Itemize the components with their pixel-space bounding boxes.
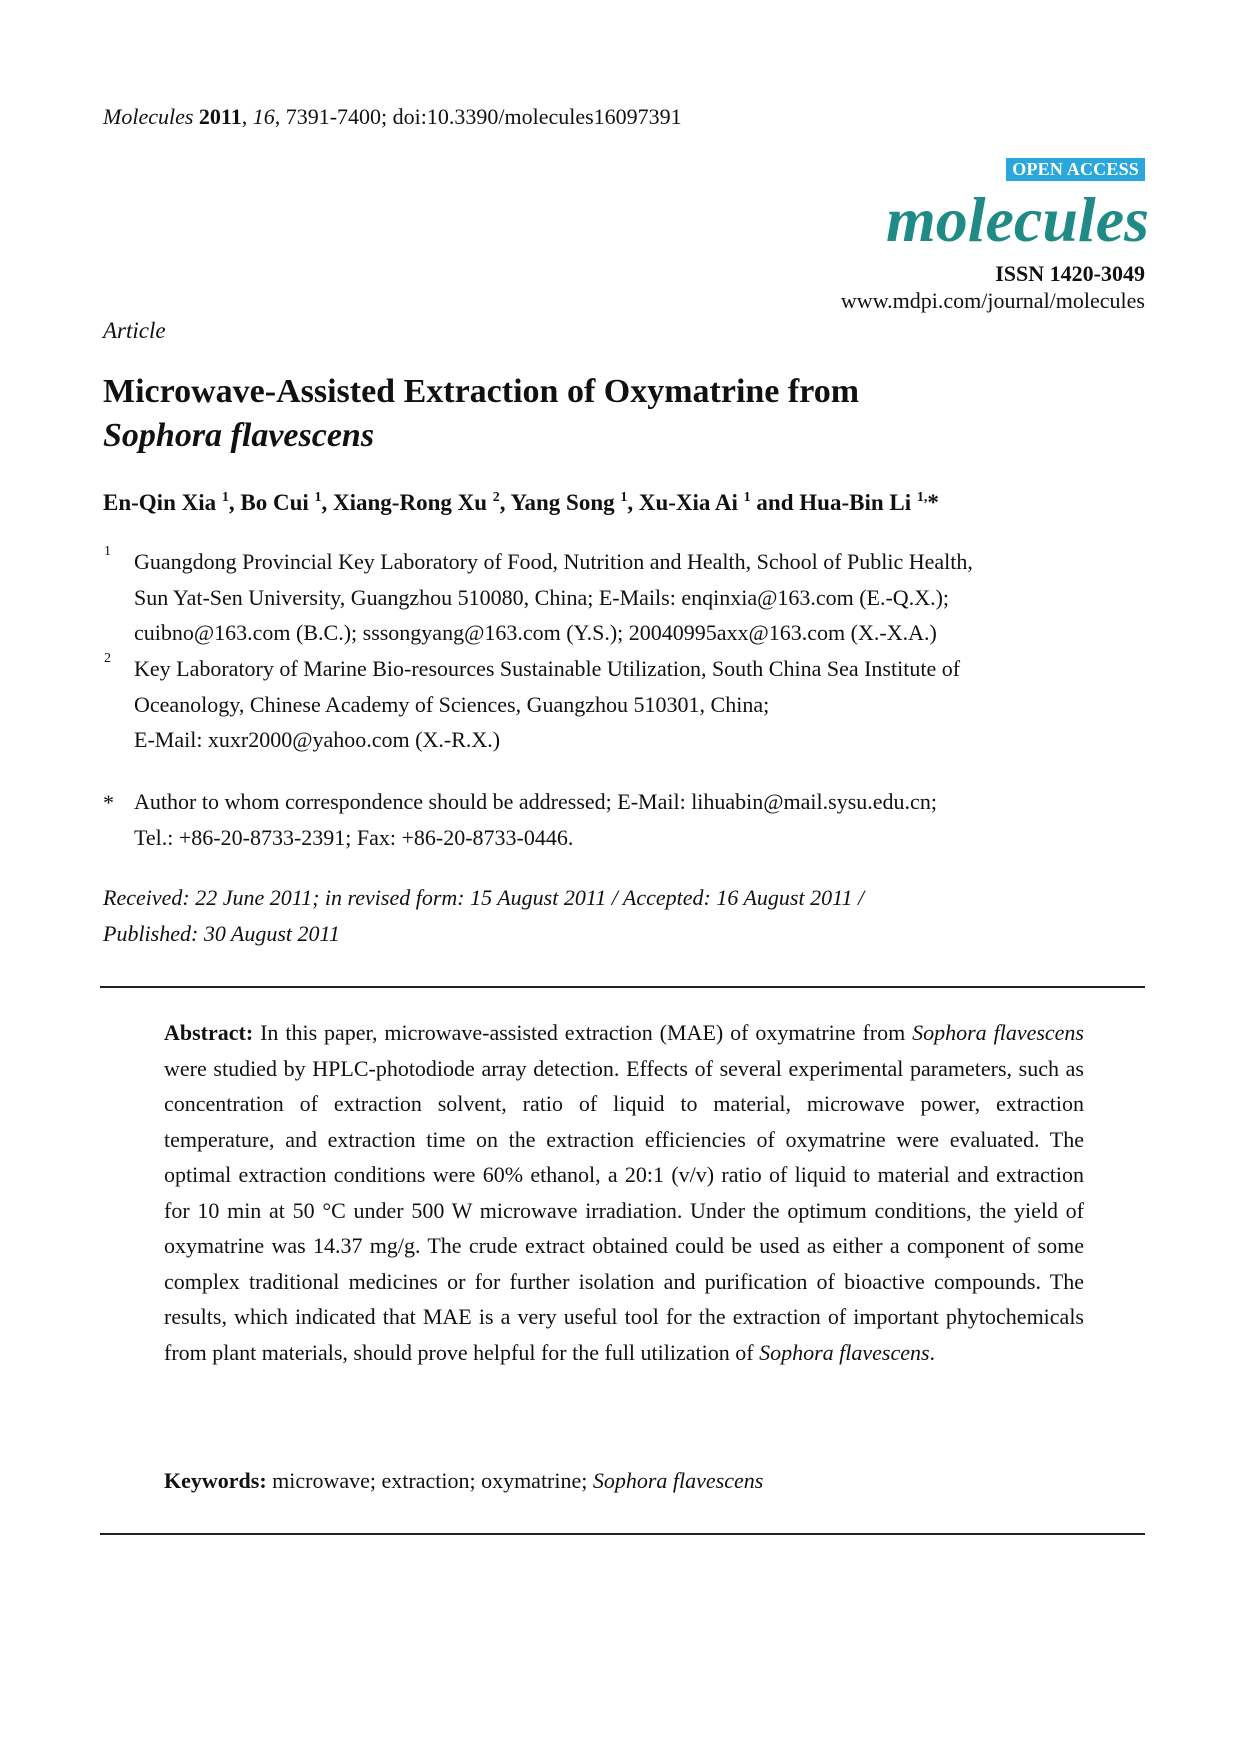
journal-logo: molecules (885, 184, 1149, 255)
divider-bottom (100, 1533, 1145, 1535)
affiliation-1-line: Guangdong Provincial Key Laboratory of Food, Nutrition and Health, School of Public Health, (134, 549, 973, 574)
correspondence-line: Tel.: +86-20-8733-2391; Fax: +86-20-8733-0446. (134, 824, 574, 850)
affiliation-1-line: cuibno@163.com (B.C.); sssongyang@163.com (Y.S.); 20040995axx@163.com (X.-X.A.) (134, 620, 937, 645)
abstract-label: Abstract: (164, 1020, 254, 1045)
abstract-text: In this paper, microwave-assisted extraction (MAE) of oxymatrine from (253, 1020, 913, 1045)
affiliation-2-line: E-Mail: xuxr2000@yahoo.com (X.-R.X.) (134, 727, 501, 752)
abstract-text: were studied by HPLC-photodiode array detection. Effects of several experimental parameters, such as concentration of extraction solvent, ratio of liquid to material, microwave power, extraction temperature, and extraction time on the extraction efficiencies of oxymatrine were evaluated. The optimal extraction conditions were 60% ethanol, a 20:1 (v/v) ratio of liquid to material and extraction for 10 min at 50 °C under 500 W microwave irradiation. Under the optimum conditions, the yield of oxymatrine was 14.37 mg/g. The crude extract obtained could be used as either a component of some complex traditional medicines or for further isolation and purification of bioactive compounds. The results, which indicated that MAE is a very useful tool for the extraction of important phytochemicals from plant materials, should prove helpful for the full utilization of (164, 1055, 1084, 1365)
author-separator: and (750, 490, 800, 515)
affiliation-2-line: Oceanology, Chinese Academy of Sciences, Guangzhou 510301, China; (134, 691, 770, 717)
correspondence-mark: * (103, 790, 114, 815)
citation-line: Molecules 2011, 16, 7391-7400; doi:10.3390/molecules16097391 (103, 104, 682, 129)
author-separator: , (321, 490, 334, 515)
affiliation-1 (134, 544, 973, 651)
title-line-1: Microwave-Assisted Extraction of Oxymatrine from (103, 373, 860, 410)
author-name: Hua-Bin Li (799, 490, 912, 515)
divider-top (100, 986, 1145, 988)
abstract (164, 1015, 1084, 1370)
author-separator: , (228, 490, 241, 515)
paper-title (103, 370, 1103, 458)
abstract-text: . (929, 1339, 936, 1365)
author-name: Bo Cui (240, 490, 309, 515)
affiliation-number-2: 2 (104, 651, 111, 666)
author-affiliation: 1 (314, 490, 322, 505)
keywords-italic: Sophora flavescens (592, 1468, 764, 1493)
affiliation-2-line: Key Laboratory of Marine Bio-resources Sustainable Utilization, South China Sea Institute of (134, 656, 961, 681)
citation-volume: 16 (252, 104, 275, 129)
keywords-text: microwave; extraction; oxymatrine; (266, 1468, 593, 1493)
author-affiliation: 1 (221, 490, 229, 505)
author-affiliation: 1 (743, 490, 751, 505)
author-separator: , (499, 490, 511, 515)
author-affiliation: 1 (620, 490, 628, 505)
correspondence (134, 784, 937, 855)
citation-rest: , 7391-7400; doi:10.3390/molecules16097391 (274, 104, 682, 129)
author-name: Xiang-Rong Xu (333, 490, 488, 515)
journal-url[interactable]: www.mdpi.com/journal/molecules (840, 288, 1145, 313)
citation-year: 2011 (198, 104, 242, 129)
author-name: Xu-Xia Ai (638, 490, 738, 515)
issn: ISSN 1420-3049 (995, 261, 1145, 286)
citation-journal: Molecules (103, 104, 194, 129)
title-line-2: Sophora flavescens (103, 417, 375, 454)
author-separator: * (927, 490, 939, 515)
affiliation-2 (134, 651, 960, 758)
dates-line-1: Received: 22 June 2011; in revised form: 15 August 2011 / Accepted: 16 August 2011 / (103, 885, 865, 910)
article-type: Article (103, 318, 166, 343)
keywords (164, 1468, 763, 1494)
author-name: En-Qin Xia (103, 490, 217, 515)
author-name: Yang Song (510, 490, 615, 515)
correspondence-line: Author to whom correspondence should be addressed; E-Mail: lihuabin@mail.sysu.edu.cn; (134, 789, 937, 814)
affiliation-1-line: Sun Yat-Sen University, Guangzhou 510080, China; E-Mails: enqinxia@163.com (E.-Q.X.); (134, 584, 950, 610)
author-separator: , (627, 490, 639, 515)
open-access-badge: OPEN ACCESS (1006, 158, 1145, 181)
affiliation-number-1: 1 (104, 544, 111, 559)
author-affiliation: 2 (492, 490, 500, 505)
author-affiliation: 1, (916, 490, 928, 505)
keywords-label: Keywords: (164, 1468, 267, 1493)
dates-line-2: Published: 30 August 2011 (103, 921, 340, 946)
author-list (103, 490, 939, 516)
abstract-italic: Sophora flavescens (912, 1020, 1084, 1045)
publication-dates (103, 880, 864, 952)
abstract-italic: Sophora flavescens (759, 1339, 930, 1365)
